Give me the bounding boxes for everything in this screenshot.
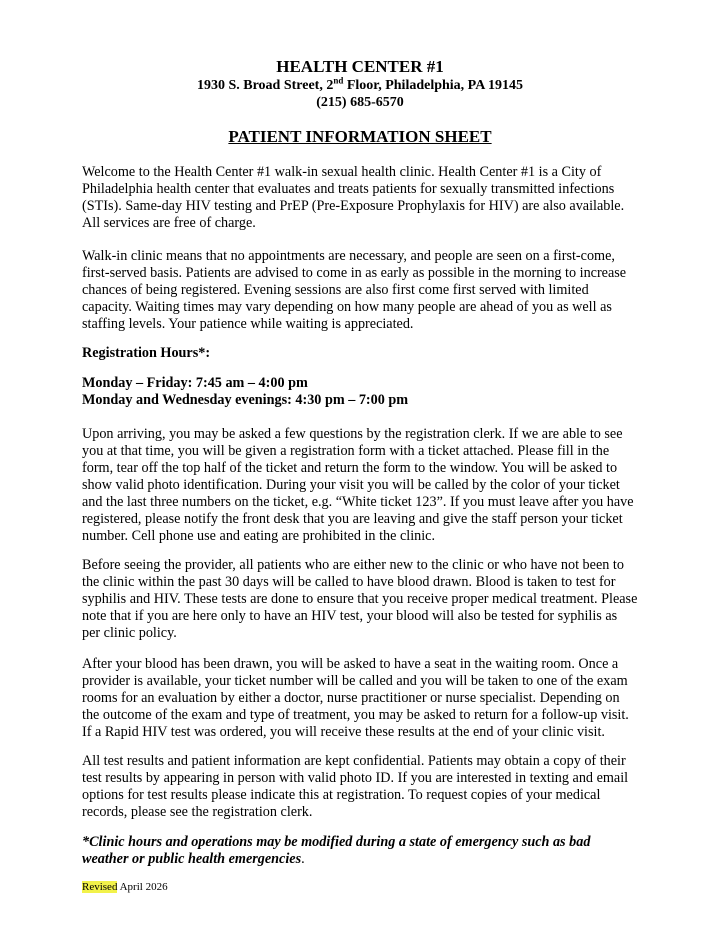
revised-highlight: Revised (82, 881, 118, 893)
address-floor-suffix: nd (333, 75, 344, 86)
registration-hours-heading: Registration Hours*: (82, 345, 211, 361)
address-line-end: Floor, Philadelphia, PA 19145 (343, 78, 524, 93)
health-center-title: HEALTH CENTER #1 (276, 57, 444, 76)
footnote-text: *Clinic hours and operations may be modified during a state of emergency such as bad weather or public health emergencies (82, 834, 591, 867)
welcome-paragraph: Welcome to the Health Center #1 walk-in sexual health clinic. Health Center #1 is a City of Philadelphia health center that evaluates and treats patients for sexually transmitted infections (STIs). Same-day HIV testing and PrEP (Pre-Exposure Prophylaxis for HIV) are also available. All services are free of charge. (82, 164, 625, 231)
address-line-start: 1930 S. Broad Street, 2 (196, 78, 334, 93)
arrival-paragraph: Upon arriving, you may be asked a few questions by the registration clerk. If we are able to see you at that time, you will be given a registration form with a ticket attached. Please fill in the form, tear off the top half of the ticket and return the form to the window. You will be asked to show valid photo identification. During your visit you will be called by the color of your ticket and the last three numbers on the ticket, e.g. “White ticket 123”. If you must leave after you have registered, please notify the front desk that you are leaving and give the staff person your ticket number. Cell phone use and eating are prohibited in the clinic. (82, 426, 634, 544)
revised-date-text: April 2026 (117, 881, 168, 893)
waiting-room-paragraph: After your blood has been drawn, you will be asked to have a seat in the waiting room. Once a provider is available, your ticket number will be called and you will be taken to one of the exam rooms for an evaluation by either a doctor, nurse practitioner or nurse specialist. Depending on the outcome of the exam and type of treatment, you may be asked to return for a follow-up visit. If a Rapid HIV test was ordered, you will receive these results at the end of your clinic visit. (82, 656, 629, 740)
walkin-paragraph: Walk-in clinic means that no appointments are necessary, and people are seen on a first-come, first-served basis. Patients are advised to come in as early as possible in the morning to increase chances of being registered. Evening sessions are also first come first served with limited capacity. Waiting times may vary depending on how many people are ahead of you as well as staffing levels. Your patience while waiting is appreciated. (82, 248, 627, 332)
footnote-period: . (301, 851, 305, 867)
health-center-phone: (215) 685-6570 (316, 95, 404, 110)
revision-date (82, 880, 168, 894)
blood-draw-paragraph: Before seeing the provider, all patients who are either new to the clinic or who have not been to the clinic within the past 30 days will be called to have blood drawn. Blood is taken to test for syphilis and HIV. These tests are done to ensure that you receive proper medical treatment. Please note that if you are here only to have an HIV test, your blood will also be tested for syphilis as per clinic policy. (82, 557, 638, 641)
weekday-hours: Monday – Friday: 7:45 am – 4:00 pm (82, 375, 308, 391)
evening-hours: Monday and Wednesday evenings: 4:30 pm – 7:00 pm (82, 392, 409, 408)
document-title: PATIENT INFORMATION SHEET (228, 127, 492, 146)
emergency-footnote (82, 834, 638, 868)
confidentiality-paragraph: All test results and patient information are kept confidential. Patients may obtain a copy of their test results by appearing in person with valid photo ID. If you are interested in texting and email options for test results please indicate this at registration. To request copies of your medical records, please see the registration clerk. (82, 753, 629, 820)
health-center-address (0, 77, 720, 95)
